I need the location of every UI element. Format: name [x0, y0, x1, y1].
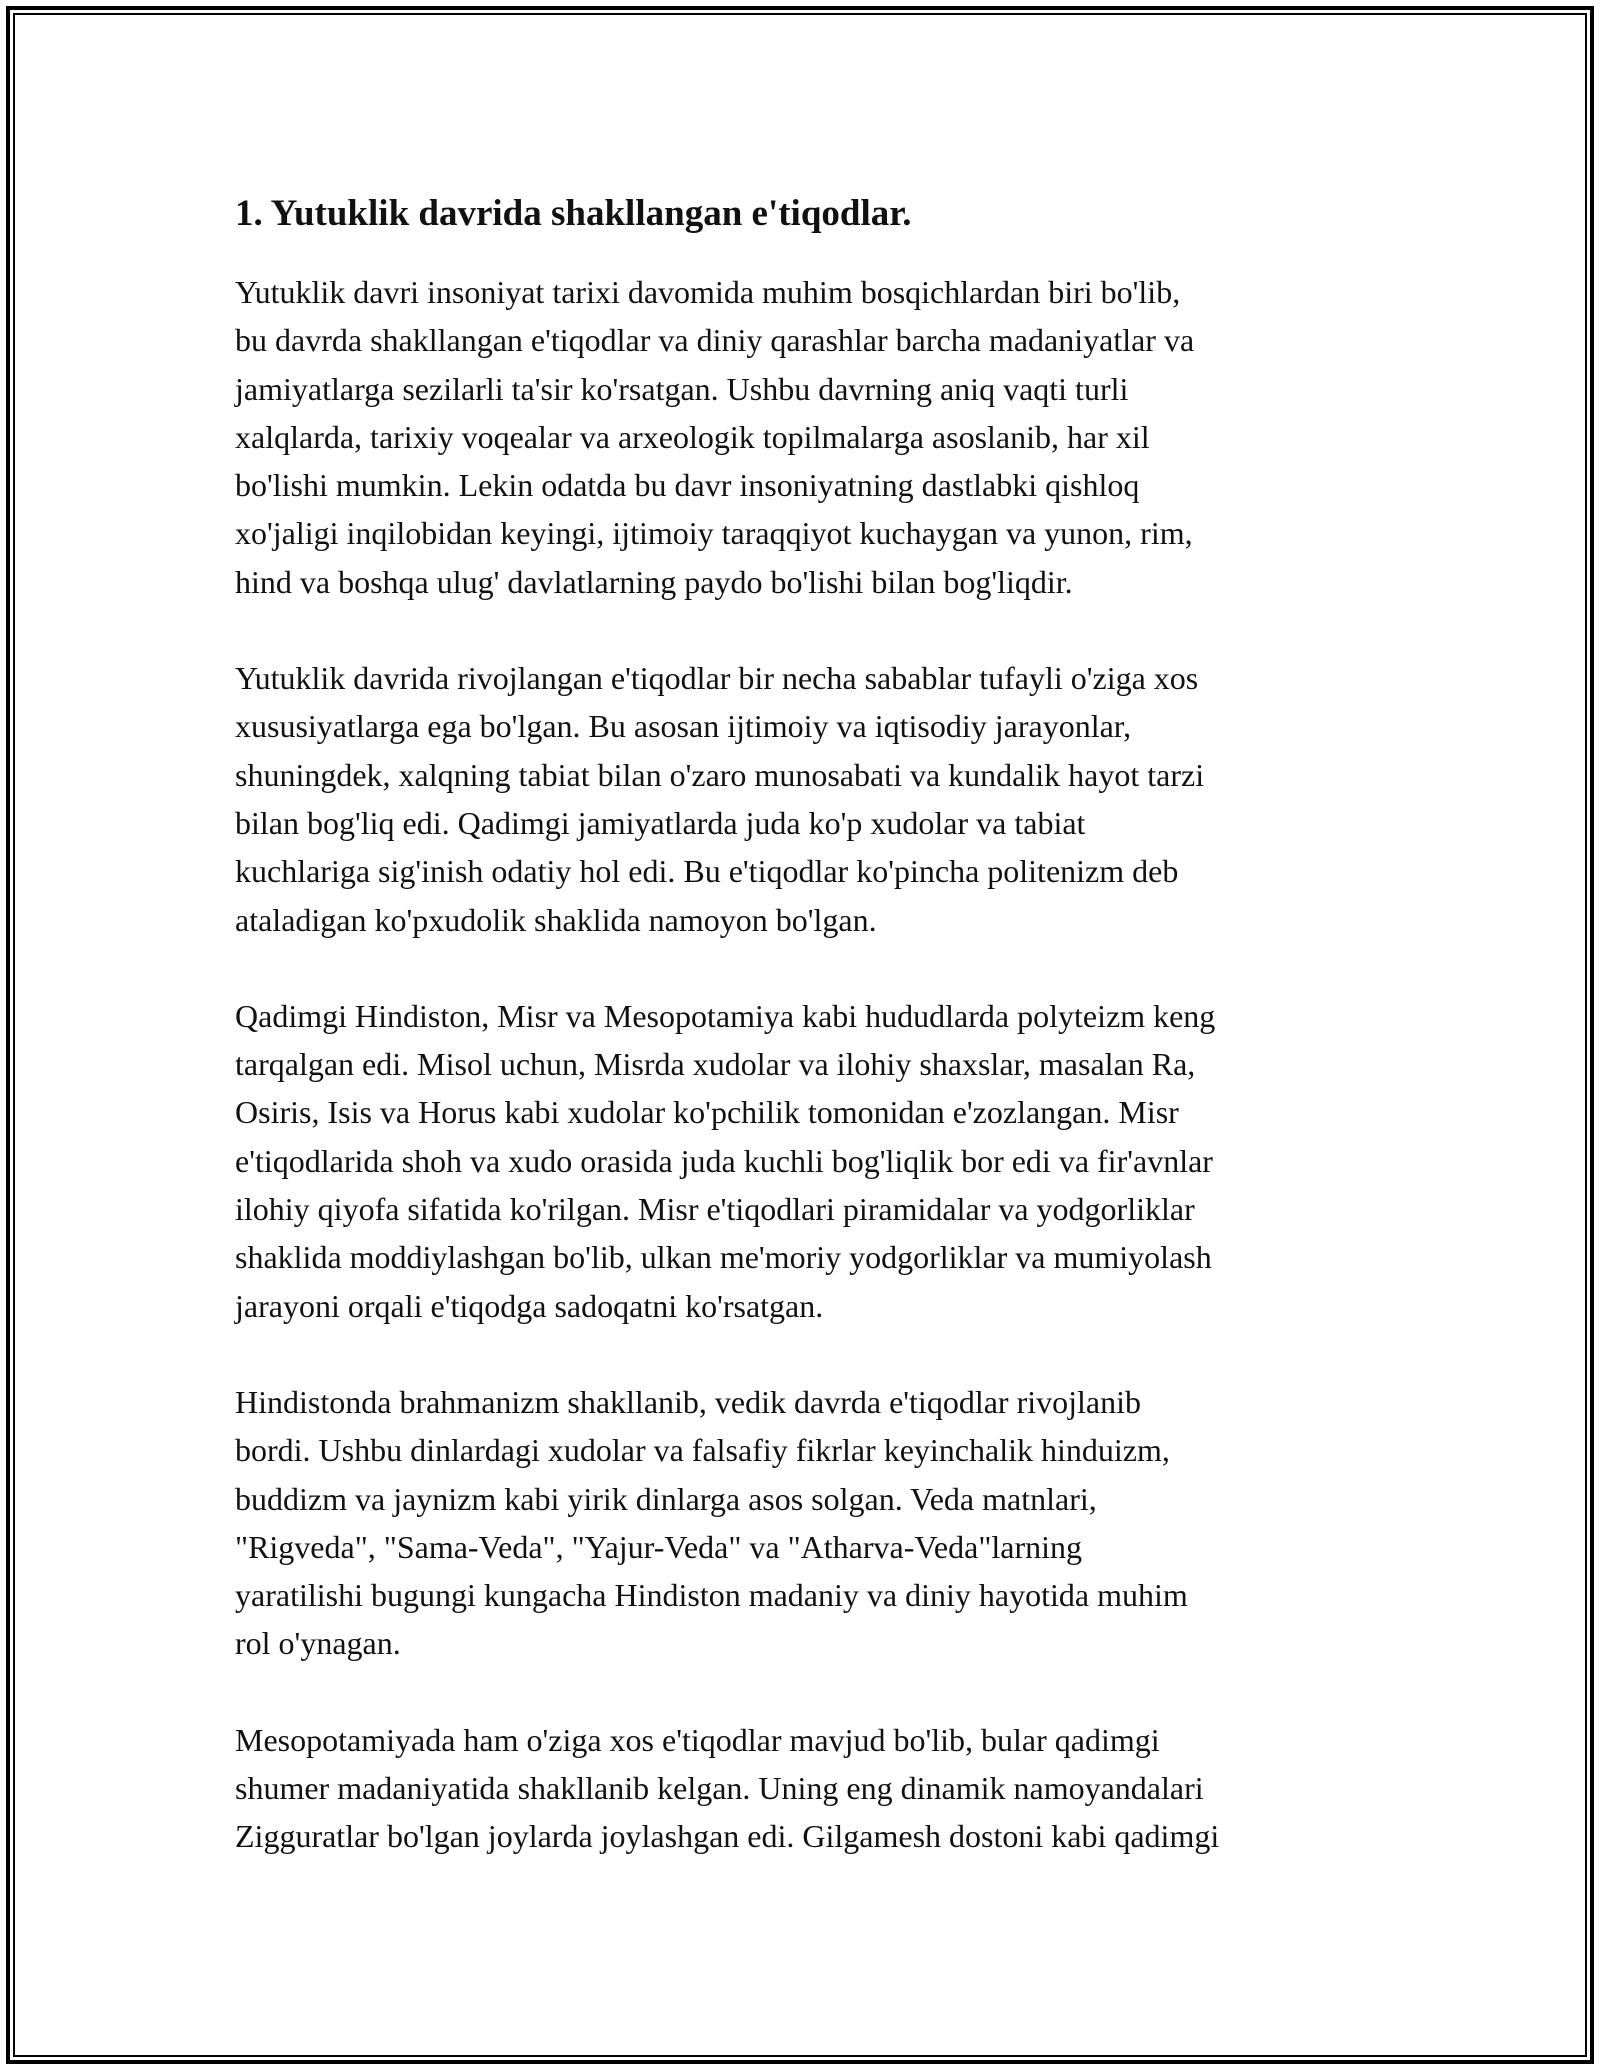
- section-heading: 1. Yutuklik davrida shakllangan e'tiqodlar.: [235, 193, 912, 234]
- paragraph-4: Hindistonda brahmanizm shakllanib, vedik davrda e'tiqodlar rivojlanib bordi. Ushbu dinlardagi xudolar va falsafiy fikrlar keyinchalik hinduizm, buddizm va jaynizm kabi yirik dinlarga asos solgan. Veda matnlari, "Rigveda", "Sama-Veda", "Yajur-Veda" va "Atharva-Veda"larning yaratilishi bugungi kungacha Hindiston madaniy va diniy hayotida muhim rol o'ynagan.: [235, 1383, 1188, 1662]
- document-body: [235, 186, 1365, 1909]
- paragraph-1: Yutuklik davri insoniyat tarixi davomida muhim bosqichlardan biri bo'lib, bu davrda shakllangan e'tiqodlar va diniy qarashlar barcha madaniyatlar va jamiyatlarga sezilarli ta'sir ko'rsatgan. Ushbu davrning aniq vaqti turli xalqlarda, tarixiy voqealar va arxeologik topilmalarga asoslanib, har xil bo'lishi mumkin. Lekin odatda bu davr insoniyatning dastlabki qishloq xo'jaligi inqilobidan keyingi, ijtimoiy taraqqiyot kuchaygan va yunon, rim, hind va boshqa ulug' davlatlarning paydo bo'lishi bilan bog'liqdir.: [235, 274, 1195, 600]
- paragraph-2: Yutuklik davrida rivojlangan e'tiqodlar bir necha sabablar tufayli o'ziga xos xususiyatlarga ega bo'lgan. Bu asosan ijtimoiy va iqtisodiy jarayonlar, shuningdek, xalqning tabiat bilan o'zaro munosabati va kundalik hayot tarzi bilan bog'liq edi. Qadimgi jamiyatlarda juda ko'p xudolar va tabiat kuchlariga sig'inish odatiy hol edi. Bu e'tiqodlar ko'pincha politenizm deb ataladigan ko'pxudolik shaklida namoyon bo'lgan.: [235, 660, 1205, 938]
- paragraph-3: Qadimgi Hindiston, Misr va Mesopotamiya kabi hududlarda polyteizm keng tarqalgan edi. Misol uchun, Misrda xudolar va ilohiy shaxslar, masalan Ra, Osiris, Isis va Horus kabi xudolar ko'pchilik tomonidan e'zozlangan. Misr e'tiqodlarida shoh va xudo orasida juda kuchli bog'liqlik bor edi va fir'avnlar ilohiy qiyofa sifatida ko'rilgan. Misr e'tiqodlari piramidalar va yodgorliklar shaklida moddiylashgan bo'lib, ulkan me'moriy yodgorliklar va mumiyolash jarayoni orqali e'tiqodga sadoqatni ko'rsatgan.: [235, 997, 1216, 1324]
- paragraph-5: Mesopotamiyada ham o'ziga xos e'tiqodlar mavjud bo'lib, bular qadimgi shumer madaniyatida shakllanib kelgan. Uning eng dinamik namoyandalari Zigguratlar bo'lgan joylarda joylashgan edi. Gilgamesh dostoni kabi qadimgi: [235, 1721, 1220, 1855]
